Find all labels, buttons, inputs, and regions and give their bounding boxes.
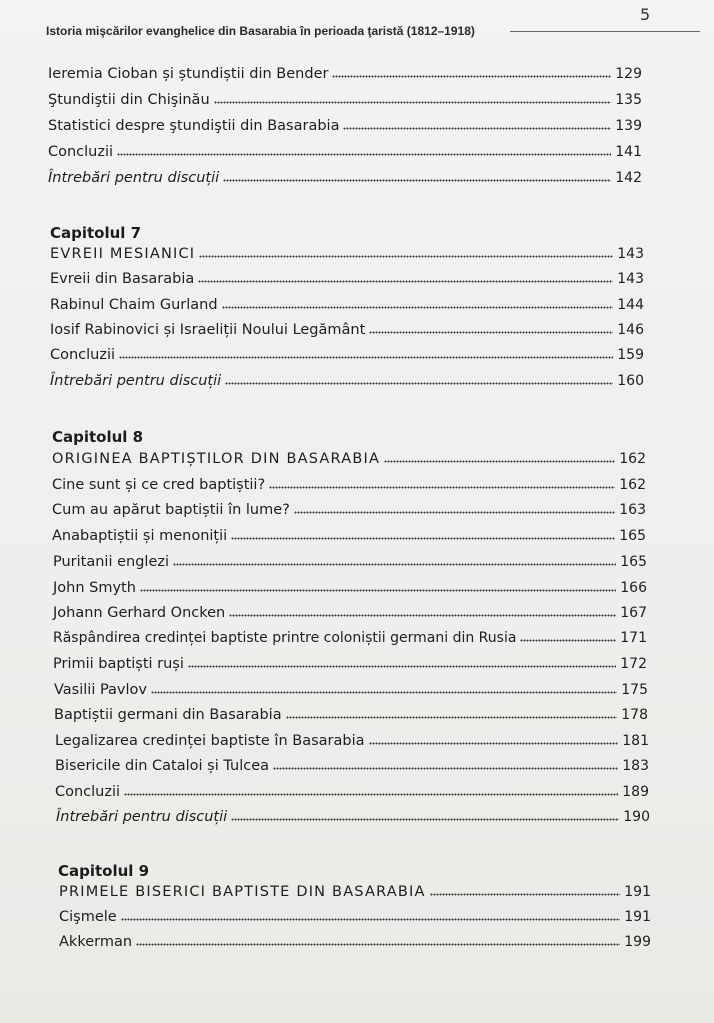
toc-entry-title: Evreii din Basarabia <box>50 271 195 287</box>
toc-entry <box>48 66 642 82</box>
dot-leader <box>369 742 619 745</box>
dot-leader <box>269 486 615 489</box>
toc-entry <box>53 630 647 646</box>
toc-entry-page: 189 <box>622 784 649 800</box>
toc-entry-title: Puritanii englezi <box>53 554 169 570</box>
toc-entry-title: Răspândirea credinței baptiste printre coloniștii germani din Rusia <box>53 630 517 646</box>
dot-leader <box>430 893 621 896</box>
toc-entry-page: 191 <box>624 884 651 900</box>
toc-entry <box>50 373 644 389</box>
toc-entry-title: Concluzii <box>55 784 121 800</box>
dot-leader <box>136 943 620 946</box>
dot-leader <box>119 356 613 359</box>
dot-leader <box>121 918 621 921</box>
toc-entry <box>55 733 649 749</box>
chapter-heading: Capitolul 7 <box>50 224 142 242</box>
dot-leader <box>343 127 611 130</box>
toc-entry <box>53 554 647 570</box>
toc-entry-title: John Smyth <box>53 580 136 596</box>
toc-entry-page: 162 <box>619 477 646 493</box>
toc-entry <box>55 758 649 774</box>
toc-entry-page: 181 <box>622 733 649 749</box>
dot-leader <box>286 716 618 719</box>
dot-leader <box>369 331 613 334</box>
toc-entry-page: 142 <box>615 170 642 186</box>
toc-entry-title: Întrebări pentru discuții <box>50 373 222 389</box>
toc-entry-page: 160 <box>617 373 644 389</box>
toc-entry <box>52 451 646 467</box>
toc-entry-title: Vasilii Pavlov <box>54 682 147 698</box>
toc-entry <box>59 884 651 900</box>
toc-entry-page: 141 <box>615 144 642 160</box>
toc-entry-title: Anabaptiștii și menoniții <box>52 528 228 544</box>
dot-leader <box>384 460 615 463</box>
toc-entry <box>50 297 644 313</box>
toc-entry-title: Cine sunt și ce cred baptiștii? <box>52 477 266 493</box>
toc-entry-page: 165 <box>620 554 647 570</box>
dot-leader <box>188 665 616 668</box>
toc-entry-title: Bisericile din Cataloi și Tulcea <box>55 758 269 774</box>
toc-entry <box>59 909 651 925</box>
dot-leader <box>222 306 614 309</box>
toc-entry <box>55 784 649 800</box>
running-head: Istoria mişcărilor evanghelice din Basarabia în perioada ţaristă (1812–1918) <box>46 24 475 38</box>
toc-entry-page: 143 <box>617 271 644 287</box>
toc-entry-page: 190 <box>623 809 650 825</box>
chapter-heading: Capitolul 8 <box>52 428 144 446</box>
dot-leader <box>225 382 613 385</box>
toc-entry-page: 172 <box>620 656 647 672</box>
dot-leader <box>214 101 612 104</box>
toc-entry <box>50 246 644 262</box>
toc-entry-title: Johann Gerhard Oncken <box>53 605 226 621</box>
toc-entry-title: Baptiștii germani din Basarabia <box>54 707 282 723</box>
toc-entry-title: Ştundiştii din Chişinău <box>48 92 210 108</box>
dot-leader <box>332 75 611 78</box>
toc-entry <box>52 528 646 544</box>
toc-entry-title: Întrebări pentru discuții <box>48 170 220 186</box>
toc-entry-page: 146 <box>617 322 644 338</box>
chapter-heading: Capitolul 9 <box>58 862 150 880</box>
toc-entry-page: 129 <box>615 66 642 82</box>
dot-leader <box>124 793 618 796</box>
toc-entry <box>50 271 644 287</box>
toc-entry <box>52 502 646 518</box>
toc-entry <box>48 144 642 160</box>
toc-entry-title: ORIGINEA BAPTIȘTILOR DIN BASARABIA <box>52 451 381 467</box>
dot-leader <box>520 639 616 642</box>
toc-entry-title: PRIMELE BISERICI BAPTISTE DIN BASARABIA <box>59 884 426 900</box>
toc-entry <box>53 656 647 672</box>
dot-leader <box>229 614 616 617</box>
toc-entry-page: 163 <box>619 502 646 518</box>
toc-entry-page: 159 <box>617 347 644 363</box>
toc-entry <box>56 809 650 825</box>
toc-entry <box>59 934 651 950</box>
toc-entry-page: 166 <box>620 580 647 596</box>
toc-entry-page: 171 <box>620 630 647 646</box>
dot-leader <box>151 691 617 694</box>
toc-entry-page: 199 <box>624 934 651 950</box>
toc-entry-page: 162 <box>619 451 646 467</box>
toc-entry-title: Primii baptiști ruși <box>53 656 184 672</box>
toc-entry-title: Ieremia Cioban și ștundiștii din Bender <box>48 66 329 82</box>
toc-entry-page: 165 <box>619 528 646 544</box>
toc-entry <box>48 170 642 186</box>
toc-entry <box>53 605 647 621</box>
dot-leader <box>231 818 619 821</box>
toc-entry-page: 139 <box>615 118 642 134</box>
dot-leader <box>117 153 611 156</box>
toc-entry-page: 191 <box>624 909 651 925</box>
toc-entry <box>48 92 642 108</box>
toc-entry-title: Akkerman <box>59 934 133 950</box>
toc-entry-title: Cum au apărut baptiștii în lume? <box>52 502 290 518</box>
toc-entry-page: 178 <box>621 707 648 723</box>
toc-entry-title: EVREII MESIANICI <box>50 246 196 262</box>
header-rule <box>510 31 700 32</box>
dot-leader <box>140 589 616 592</box>
toc-entry <box>54 707 648 723</box>
toc-entry-title: Rabinul Chaim Gurland <box>50 297 218 313</box>
toc-entry-page: 183 <box>622 758 649 774</box>
toc-entry-title: Concluzii <box>50 347 116 363</box>
toc-entry <box>54 682 648 698</box>
toc-entry-page: 167 <box>620 605 647 621</box>
toc-entry <box>52 477 646 493</box>
page-number: 5 <box>640 5 651 24</box>
toc-entry <box>48 118 642 134</box>
toc-entry-title: Statistici despre ştundiştii din Basarabia <box>48 118 340 134</box>
toc-entry-title: Întrebări pentru discuții <box>56 809 228 825</box>
dot-leader <box>273 767 618 770</box>
dot-leader <box>173 563 616 566</box>
toc-entry-title: Concluzii <box>48 144 114 160</box>
toc-entry-title: Iosif Rabinovici și Israeliții Noului Legământ <box>50 322 366 338</box>
toc-entry <box>50 322 644 338</box>
dot-leader <box>294 511 615 514</box>
dot-leader <box>199 255 613 258</box>
toc-entry <box>50 347 644 363</box>
toc-entry-page: 143 <box>617 246 644 262</box>
toc-entry-page: 175 <box>621 682 648 698</box>
toc-entry-title: Legalizarea credinței baptiste în Basarabia <box>55 733 365 749</box>
dot-leader <box>231 537 615 540</box>
toc-entry <box>53 580 647 596</box>
toc-entry-title: Cişmele <box>59 909 117 925</box>
dot-leader <box>198 280 613 283</box>
toc-entry-page: 144 <box>617 297 644 313</box>
toc-entry-page: 135 <box>615 92 642 108</box>
dot-leader <box>223 179 611 182</box>
